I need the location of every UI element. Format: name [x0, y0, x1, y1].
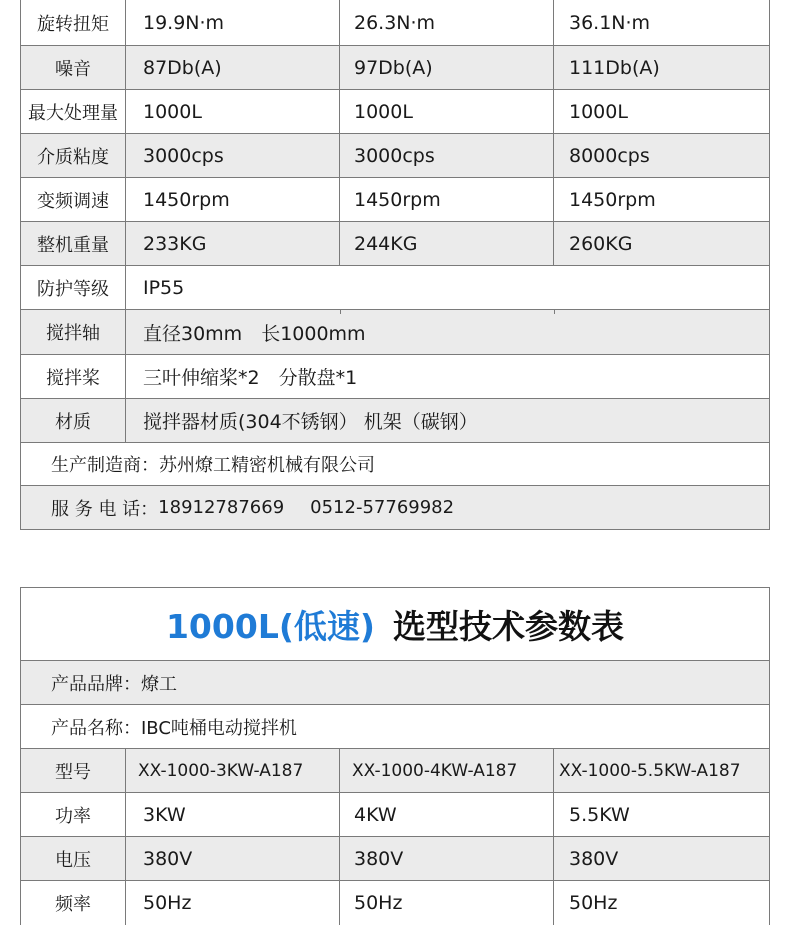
cell-value: 3000cps [340, 134, 554, 177]
row-label: 防护等级 [21, 266, 126, 309]
row-label: 搅拌桨 [21, 355, 126, 398]
brand-text: 产品品牌：燎工 [51, 673, 177, 695]
table-row [21, 222, 769, 266]
cell-value: 搅拌器材质(304不锈钢） 机架（碳钢） [143, 411, 478, 433]
table-row [21, 46, 769, 90]
cell-value: 97Db(A) [340, 46, 554, 89]
cell-value: 50Hz [126, 881, 340, 925]
cell-value: 三叶伸缩桨*2 分散盘*1 [143, 367, 358, 389]
cell-value: XX-1000-3KW-A187 [126, 749, 340, 792]
service-phone-label: 服 务 电 话： [51, 498, 159, 520]
cell-value: 19.9N·m [126, 0, 340, 45]
row-label: 型号 [21, 749, 126, 792]
row-label: 噪音 [21, 46, 126, 89]
row-label: 电压 [21, 837, 126, 880]
table-row [21, 705, 769, 749]
table-row [21, 310, 769, 355]
cell-value: XX-1000-4KW-A187 [340, 749, 554, 792]
product-name-text: 产品名称：IBC吨桶电动搅拌机 [51, 717, 297, 739]
table-row [21, 90, 769, 134]
table-row [21, 881, 769, 925]
cell-value: 1450rpm [126, 178, 340, 221]
divider [554, 310, 555, 314]
title-highlight: 1000L(低速) [165, 606, 376, 646]
cell-value: 8000cps [569, 144, 650, 167]
cell-value: 1450rpm [569, 188, 656, 211]
cell-value: 1000L [126, 90, 340, 133]
table-row [21, 837, 769, 881]
cell-value: 直径30mm 长1000mm [143, 322, 366, 345]
cell-value: 50Hz [340, 881, 554, 925]
cell-value: 260KG [569, 232, 633, 255]
table-row [21, 486, 769, 530]
cell-value: 244KG [340, 222, 554, 265]
table-row [21, 0, 769, 46]
cell-value: 380V [126, 837, 340, 880]
cell-value: 1000L [569, 100, 628, 123]
cell-value: 233KG [126, 222, 340, 265]
cell-value: 380V [340, 837, 554, 880]
table-title [21, 588, 769, 661]
cell-value: 3000cps [126, 134, 340, 177]
spec-table-1 [20, 0, 770, 530]
service-phone-1: 18912787669 [158, 497, 285, 518]
cell-value: 50Hz [569, 892, 618, 914]
spec-table-2 [20, 587, 770, 925]
row-label: 搅拌轴 [21, 310, 126, 354]
cell-value: 380V [569, 847, 619, 870]
row-label: 整机重量 [21, 222, 126, 265]
cell-value: 1000L [340, 90, 554, 133]
table-row [21, 266, 769, 310]
table-row [21, 793, 769, 837]
cell-value: 26.3N·m [340, 0, 554, 45]
service-phone-row [21, 486, 769, 529]
row-label: 介质粘度 [21, 134, 126, 177]
service-phone-2: 0512-57769982 [310, 497, 455, 518]
row-label: 旋转扭矩 [21, 0, 126, 45]
row-label: 材质 [21, 399, 126, 442]
table-row [21, 749, 769, 793]
cell-value: 3KW [126, 793, 340, 836]
cell-value: 1450rpm [340, 178, 554, 221]
cell-value: IP55 [143, 276, 185, 299]
divider [340, 310, 341, 314]
table-row [21, 178, 769, 222]
cell-value: 4KW [340, 793, 554, 836]
title-text: 选型技术参数表 [393, 606, 625, 646]
row-label: 最大处理量 [21, 90, 126, 133]
cell-value: 36.1N·m [569, 12, 651, 34]
table-row [21, 399, 769, 443]
row-label: 变频调速 [21, 178, 126, 221]
row-label: 频率 [21, 881, 126, 925]
table-row [21, 355, 769, 399]
manufacturer-text: 生产制造商：苏州燎工精密机械有限公司 [51, 455, 375, 476]
table-row [21, 443, 769, 486]
row-label: 功率 [21, 793, 126, 836]
cell-value: 111Db(A) [569, 56, 660, 79]
cell-value: 87Db(A) [126, 46, 340, 89]
table-row [21, 661, 769, 705]
cell-value: XX-1000-5.5KW-A187 [559, 760, 741, 781]
cell-value: 5.5KW [569, 803, 630, 826]
table-row [21, 134, 769, 178]
